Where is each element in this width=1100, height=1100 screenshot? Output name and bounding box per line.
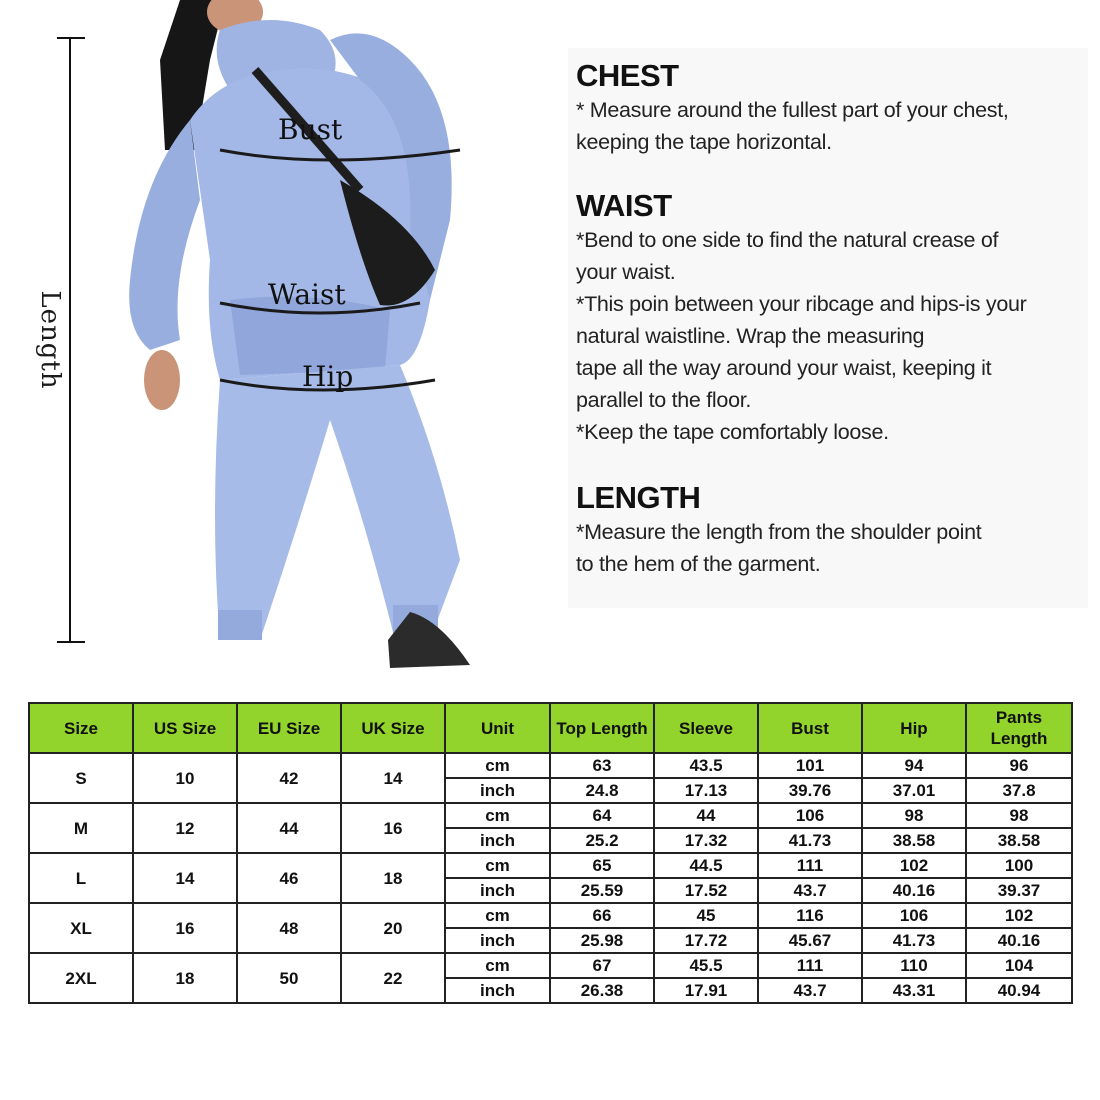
- bust-cell: 101: [758, 753, 862, 778]
- top-length-cell: 65: [550, 853, 654, 878]
- top-length-cell: 25.2: [550, 828, 654, 853]
- hip-cell: 37.01: [862, 778, 966, 803]
- model-illustration: [110, 0, 490, 668]
- header-pants-length: Pants Length: [966, 703, 1072, 753]
- hip-cell: 94: [862, 753, 966, 778]
- pants-length-cell: 37.8: [966, 778, 1072, 803]
- bust-cell: 45.67: [758, 928, 862, 953]
- sleeve-cell: 17.32: [654, 828, 758, 853]
- uk-size-cell: 14: [341, 753, 445, 803]
- header-size: Size: [29, 703, 133, 753]
- unit-cell: inch: [445, 778, 550, 803]
- header-sleeve: Sleeve: [654, 703, 758, 753]
- bust-cell: 106: [758, 803, 862, 828]
- pants-length-cell: 100: [966, 853, 1072, 878]
- bust-cell: 111: [758, 953, 862, 978]
- eu-size-cell: 50: [237, 953, 341, 1003]
- waist-line-2: your waist.: [576, 260, 676, 284]
- table-row: [29, 753, 1072, 778]
- table-row: [29, 903, 1072, 928]
- table-row: [29, 803, 1072, 828]
- waist-line-7: *Keep the tape comfortably loose.: [576, 420, 889, 444]
- waist-line-4: natural waistline. Wrap the measuring: [576, 324, 925, 348]
- header-unit: Unit: [445, 703, 550, 753]
- pants-length-cell: 98: [966, 803, 1072, 828]
- bust-cell: 43.7: [758, 878, 862, 903]
- length-label: Length: [35, 286, 65, 393]
- size-cell: L: [29, 853, 133, 903]
- sleeve-cell: 17.13: [654, 778, 758, 803]
- eu-size-cell: 48: [237, 903, 341, 953]
- waist-label: Waist: [268, 278, 346, 311]
- top-length-cell: 25.59: [550, 878, 654, 903]
- bust-label: Bust: [278, 113, 343, 146]
- top-length-cell: 66: [550, 903, 654, 928]
- pants-length-cell: 38.58: [966, 828, 1072, 853]
- top-length-cell: 25.98: [550, 928, 654, 953]
- chest-line-1: * Measure around the fullest part of your chest,: [576, 98, 1009, 122]
- table-row: [29, 953, 1072, 978]
- header-bust: Bust: [758, 703, 862, 753]
- header-uk-size: UK Size: [341, 703, 445, 753]
- bust-cell: 116: [758, 903, 862, 928]
- sleeve-cell: 44.5: [654, 853, 758, 878]
- top-length-cell: 63: [550, 753, 654, 778]
- measuring-instructions: [568, 48, 1088, 608]
- top-length-cell: 24.8: [550, 778, 654, 803]
- hip-cell: 98: [862, 803, 966, 828]
- unit-cell: inch: [445, 978, 550, 1003]
- header-hip: Hip: [862, 703, 966, 753]
- chest-section: [576, 58, 1081, 158]
- sleeve-cell: 45.5: [654, 953, 758, 978]
- size-cell: M: [29, 803, 133, 853]
- us-size-cell: 10: [133, 753, 237, 803]
- size-cell: S: [29, 753, 133, 803]
- us-size-cell: 12: [133, 803, 237, 853]
- measurement-figure: [0, 0, 560, 670]
- waist-line-3: *This poin between your ribcage and hips-is your: [576, 292, 1027, 316]
- top-length-cell: 26.38: [550, 978, 654, 1003]
- unit-cell: cm: [445, 803, 550, 828]
- bust-cell: 41.73: [758, 828, 862, 853]
- length-line-1: *Measure the length from the shoulder point: [576, 520, 982, 544]
- eu-size-cell: 44: [237, 803, 341, 853]
- length-section: [576, 480, 1081, 580]
- header-us-size: US Size: [133, 703, 237, 753]
- pants-length-cell: 40.94: [966, 978, 1072, 1003]
- hip-cell: 102: [862, 853, 966, 878]
- eu-size-cell: 42: [237, 753, 341, 803]
- unit-cell: cm: [445, 753, 550, 778]
- waist-line-5: tape all the way around your waist, keeping it: [576, 356, 992, 380]
- us-size-cell: 14: [133, 853, 237, 903]
- length-line-2: to the hem of the garment.: [576, 552, 821, 576]
- sleeve-cell: 17.72: [654, 928, 758, 953]
- chest-heading: CHEST: [576, 58, 679, 93]
- us-size-cell: 16: [133, 903, 237, 953]
- unit-cell: cm: [445, 853, 550, 878]
- table-header-row: [29, 703, 1072, 753]
- unit-cell: cm: [445, 953, 550, 978]
- size-chart-table: [28, 702, 1073, 1004]
- waist-line-6: parallel to the floor.: [576, 388, 752, 412]
- hip-cell: 41.73: [862, 928, 966, 953]
- uk-size-cell: 22: [341, 953, 445, 1003]
- pants-length-cell: 104: [966, 953, 1072, 978]
- unit-cell: cm: [445, 903, 550, 928]
- pants-length-cell: 39.37: [966, 878, 1072, 903]
- us-size-cell: 18: [133, 953, 237, 1003]
- top-length-cell: 64: [550, 803, 654, 828]
- pants-length-cell: 102: [966, 903, 1072, 928]
- length-heading: LENGTH: [576, 480, 701, 515]
- hip-label: Hip: [302, 360, 354, 393]
- header-top-length: Top Length: [550, 703, 654, 753]
- top-length-cell: 67: [550, 953, 654, 978]
- waist-heading: WAIST: [576, 188, 672, 223]
- size-cell: 2XL: [29, 953, 133, 1003]
- hip-cell: 106: [862, 903, 966, 928]
- pants-length-cell: 40.16: [966, 928, 1072, 953]
- sleeve-cell: 45: [654, 903, 758, 928]
- uk-size-cell: 18: [341, 853, 445, 903]
- hip-cell: 38.58: [862, 828, 966, 853]
- bust-cell: 39.76: [758, 778, 862, 803]
- bust-cell: 111: [758, 853, 862, 878]
- uk-size-cell: 16: [341, 803, 445, 853]
- hip-cell: 110: [862, 953, 966, 978]
- unit-cell: inch: [445, 928, 550, 953]
- pants-length-cell: 96: [966, 753, 1072, 778]
- sleeve-cell: 44: [654, 803, 758, 828]
- uk-size-cell: 20: [341, 903, 445, 953]
- hip-cell: 43.31: [862, 978, 966, 1003]
- hip-cell: 40.16: [862, 878, 966, 903]
- chest-line-2: keeping the tape horizontal.: [576, 130, 832, 154]
- waist-section: [576, 188, 1081, 448]
- unit-cell: inch: [445, 828, 550, 853]
- eu-size-cell: 46: [237, 853, 341, 903]
- header-eu-size: EU Size: [237, 703, 341, 753]
- bust-cell: 43.7: [758, 978, 862, 1003]
- sleeve-cell: 17.91: [654, 978, 758, 1003]
- sleeve-cell: 43.5: [654, 753, 758, 778]
- waist-line-1: *Bend to one side to find the natural crease of: [576, 228, 999, 252]
- sleeve-cell: 17.52: [654, 878, 758, 903]
- unit-cell: inch: [445, 878, 550, 903]
- table-row: [29, 853, 1072, 878]
- size-cell: XL: [29, 903, 133, 953]
